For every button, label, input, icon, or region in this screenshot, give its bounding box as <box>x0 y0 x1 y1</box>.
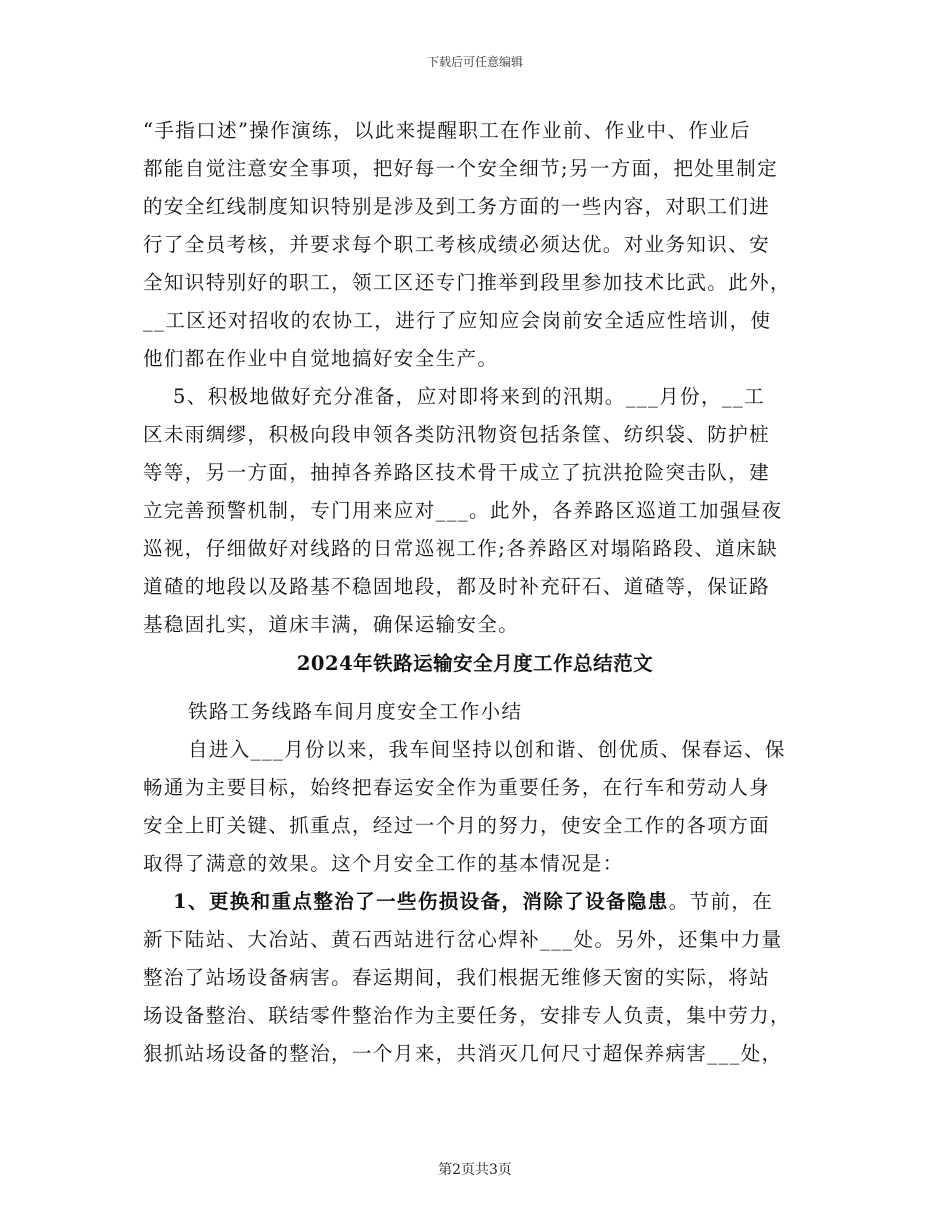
page-header: 下载后可任意编辑 <box>426 55 523 69</box>
paragraph-line: 行了全员考核，并要求每个职工考核成绩必须达优。对业务知识、安 <box>143 233 771 256</box>
paragraph-line: 立完善预警机制，专门用来应对___。此外，各养路区巡道工加强昼夜 <box>143 499 783 522</box>
paragraph-line: 全知识特别好的职工，领工区还专门推举到段里参加技术比武。此外， <box>143 271 791 294</box>
paragraph-line: 整治了站场设备病害。春运期间，我们根据无维修天窗的实际，将站 <box>143 966 771 989</box>
paragraph-line: 的安全红线制度知识特别是涉及到工务方面的一些内容，对职工们进 <box>143 195 771 218</box>
item-heading-line <box>173 886 773 914</box>
paragraph-line: 畅通为主要目标，始终把春运安全作为重要任务，在行车和劳动人身 <box>143 776 771 799</box>
paragraph-line: 道碴的地段以及路基不稳固地段，都及时补充矸石、道碴等，保证路 <box>143 575 771 598</box>
document-subtitle: 铁路工务线路车间月度安全工作小结 <box>188 700 523 723</box>
paragraph-line: 取得了满意的效果。这个月安全工作的基本情况是： <box>143 852 624 875</box>
item-heading-rest: 。节前，在 <box>668 890 774 913</box>
paragraph-line: 自进入___月份以来，我车间坚持以创和谐、创优质、保春运、保 <box>188 738 786 761</box>
paragraph-line: 他们都在作业中自觉地搞好安全生产。 <box>143 347 499 370</box>
paragraph-line: 区未雨绸缪，积极向段申领各类防汛物资包括条筐、纺织袋、防护桩 <box>143 423 771 446</box>
document-title: 2024年铁路运输安全月度工作总结范文 <box>296 652 654 675</box>
page-footer: 第2页共3页 <box>438 1162 512 1178</box>
paragraph-line: 狠抓站场设备的整治，一个月来，共消灭几何尺寸超保养病害___处， <box>143 1042 783 1065</box>
paragraph-line: 5、积极地做好充分准备，应对即将来到的汛期。___月份，__工 <box>173 385 766 408</box>
paragraph-line: 新下陆站、大冶站、黄石西站进行岔心焊补___处。另外，还集中力量 <box>143 928 783 951</box>
paragraph-line: 巡视，仔细做好对线路的日常巡视工作;各养路区对塌陷路段、道床缺 <box>143 537 778 560</box>
paragraph-line: 都能自觉注意安全事项，把好每一个安全细节;另一方面，把处里制定 <box>143 157 778 180</box>
paragraph-line: 等等，另一方面，抽掉各养路区技术骨干成立了抗洪抢险突击队，建 <box>143 461 771 484</box>
paragraph-line: __工区还对招收的农协工，进行了应知应会岗前安全适应性培训，使 <box>143 309 772 332</box>
paragraph-line: “手指口述”操作演练，以此来提醒职工在作业前、作业中、作业后 <box>143 119 751 142</box>
paragraph-line: 安全上盯关键、抓重点，经过一个月的努力，使安全工作的各项方面 <box>143 814 771 837</box>
paragraph-line: 基稳固扎实，道床丰满，确保运输安全。 <box>143 613 520 636</box>
item-heading-bold: 1、更换和重点整治了一些伤损设备，消除了设备隐患 <box>173 890 669 913</box>
paragraph-line: 场设备整治、联结零件整治作为主要任务，安排专人负责，集中劳力， <box>143 1004 791 1027</box>
